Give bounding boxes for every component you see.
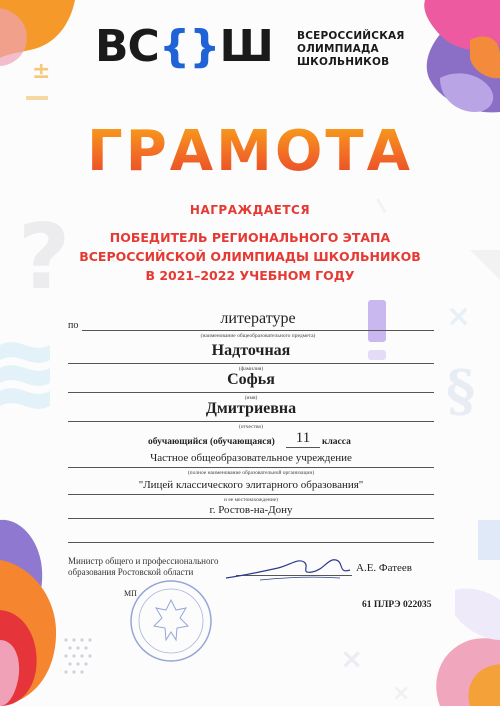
award-line-3: В 2021–2022 УЧЕБНОМ ГОДУ (145, 268, 355, 283)
subject-caption: (наименование общеобразовательного предмета) (200, 333, 316, 339)
olympiad-logo-caption: ВСЕРОССИЙСКАЯ ОЛИМПИАДА ШКОЛЬНИКОВ (297, 30, 405, 68)
lavender-blob-bottom-right (455, 588, 500, 640)
subject-line (82, 330, 434, 331)
question-mark-icon: ? (18, 205, 71, 310)
institution-line-2 (68, 494, 434, 495)
grade-suffix: класса (322, 437, 351, 447)
subject-prefix: по (68, 320, 79, 331)
first-name-caption: (имя) (244, 395, 258, 401)
awarded-heading: НАГРАЖДАЕТСЯ (189, 203, 311, 217)
last-name-line (68, 363, 434, 364)
institution-line-2-value: "Лицей классического элитарного образования" (138, 479, 364, 491)
last-name-caption: (фамилия) (238, 366, 264, 372)
olympiad-logo: ВС{}Ш (95, 21, 273, 72)
dot-pattern (64, 638, 91, 673)
section-sign-icon: § (446, 358, 476, 424)
wave-shape-left (0, 342, 50, 409)
cross-icon-right: × (446, 299, 472, 334)
first-name-line (68, 392, 434, 393)
certificate-title: ГРАМОТА (0, 122, 500, 182)
institution-line-1 (68, 467, 434, 468)
grade-line (286, 447, 320, 448)
grade-value: 11 (295, 430, 311, 446)
institution-line-1-value: Частное общеобразовательное учреждение (150, 452, 352, 464)
subject-value: литературе (220, 310, 296, 327)
seal-mark: МП (124, 589, 137, 598)
minister-title: Министр общего и профессионального образования Ростовской области (68, 556, 219, 577)
location-value: г. Ростов-на-Дону (209, 504, 293, 516)
institution-caption: (полное наименование образовательной организации) (187, 470, 315, 476)
minus-bar (26, 96, 48, 100)
document-number: 61 ПЛРЭ 022035 (362, 600, 432, 610)
patronymic-value: Дмитриевна (205, 400, 297, 417)
student-label: обучающийся (обучающаяся) (148, 437, 275, 447)
award-line-1: ПОБЕДИТЕЛЬ РЕГИОНАЛЬНОГО ЭТАПА (109, 230, 391, 245)
cross-icon-bottom: × (340, 642, 364, 675)
first-name-value: Софья (227, 371, 275, 388)
last-name-value: Надточная (211, 342, 291, 359)
blank-line (68, 542, 434, 543)
signatory-name: А.Е. Фатеев (356, 562, 412, 574)
patronymic-caption: (отчество) (238, 424, 264, 430)
plus-minus-icon: ± (32, 59, 51, 84)
official-seal (128, 578, 214, 664)
handwritten-signature (220, 548, 360, 592)
patronymic-line (68, 421, 434, 422)
svg-text:×: × (392, 681, 411, 706)
location-caption: и ее местонахождение) (224, 497, 278, 503)
award-line-2: ВСЕРОССИЙСКОЙ ОЛИМПИАДЫ ШКОЛЬНИКОВ (79, 249, 421, 264)
location-line (68, 518, 434, 519)
